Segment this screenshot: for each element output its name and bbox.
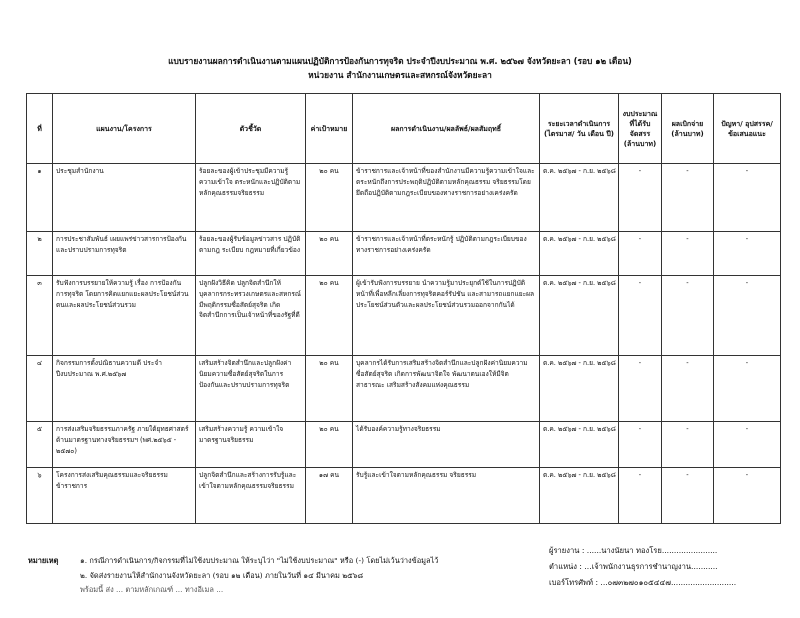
cell-indicator: ปลูกฝังวิธีคิด ปลูกจิตสำนึกให้บุคลากรกระทรวงเกษตรและสหกรณ์มีพฤติกรรมซื่อสัตย์สุจริต เกิดจิตสำนึกการเป็นเจ้าหน้าที่ของรัฐที่ดี (196, 276, 306, 356)
cell-no: ๓ (27, 276, 53, 356)
cell-plan: กิจกรรมการตั้งปณิธานความดี ประจำปีงบประมาณ พ.ศ.๒๕๖๗ (53, 356, 196, 422)
cell-result: ได้รับองค์ความรู้ทางจริยธรรม (353, 422, 540, 468)
reporter-position: ตำแหน่ง : ...เจ้าพนักงานธุรการชำนาญงาน........... (549, 562, 718, 571)
cell-indicator: เสริมสร้างจิตสำนึกและปลูกฝังค่านิยมความซื่อสัตย์สุจริตในการป้องกันและปราบปรามการทุจริต (196, 356, 306, 422)
cell-indicator: เสริมสร้างความรู้ ความเข้าใจมาตรฐานจริยธรรม (196, 422, 306, 468)
cell-target: ๑๗ คน (306, 468, 353, 524)
cell-budget: - (619, 422, 662, 468)
cell-no: ๑ (27, 164, 53, 232)
cell-problem: - (714, 468, 781, 524)
table-row (27, 422, 781, 468)
report-title: แบบรายงานผลการดำเนินงานตามแผนปฏิบัติการป้องกันการทุจริต ประจำปีงบประมาณ พ.ศ. ๒๕๖๗ จังหวัดยะลา (รอบ ๑๒ เดือน) (168, 56, 632, 66)
cell-disbursed: - (662, 164, 714, 232)
cell-period: ต.ค. ๒๕๖๗ - ก.ย. ๒๕๖๘ (540, 276, 619, 356)
cell-no: ๖ (27, 468, 53, 524)
col-header-problem: ปัญหา/ อุปสรรค/ ข้อเสนอแนะ (714, 94, 781, 164)
cell-plan: การส่งเสริมจริยธรรมภาครัฐ ภายใต้ยุทธศาสตร์ด้านมาตรฐานทางจริยธรรมฯ (พศ.๒๕๖๕ - ๒๕๗๐) (53, 422, 196, 468)
cell-period: ต.ค. ๒๕๖๗ - ก.ย. ๒๕๖๘ (540, 164, 619, 232)
cell-indicator: ร้อยละของผู้รับข้อมูลข่าวสาร ปฏิบัติตามกฎ ระเบียบ กฎหมายที่เกี่ยวข้อง (196, 232, 306, 276)
remarks-label: หมายเหตุ (28, 556, 59, 565)
cell-period: ต.ค. ๒๕๖๗ - ก.ย. ๒๕๖๘ (540, 468, 619, 524)
cell-plan: การประชาสัมพันธ์ เผยแพร่ข่าวสารการป้องกันและปราบปรามการทุจริต (53, 232, 196, 276)
table-row (27, 164, 781, 232)
cell-result: บุคลากรได้รับการเสริมสร้างจิตสำนึกและปลูกฝังค่านิยมความซื่อสัตย์สุจริต เกิดการพัฒนาจิตใจ พัฒนาตนเองให้มีจิตสาธารณะ เสริมสร้างสังคมแห่งคุณธรรม (353, 356, 540, 422)
cell-disbursed: - (662, 468, 714, 524)
cell-indicator: ร้อยละของผู้เข้าประชุมมีความรู้ความเข้าใจ ตระหนักและปฏิบัติตามหลักคุณธรรมจริยธรรม (196, 164, 306, 232)
col-header-indicator: ตัวชี้วัด (196, 94, 306, 164)
cell-indicator: ปลูกจิตสำนึกและสร้างการรับรู้และเข้าใจตามหลักคุณธรรมจริยธรรม (196, 468, 306, 524)
table-header-row (27, 94, 781, 164)
cell-no: ๒ (27, 232, 53, 276)
table-row (27, 232, 781, 276)
table-row (27, 276, 781, 356)
cell-budget: - (619, 468, 662, 524)
cell-result: ผู้เข้ารับฟังการบรรยาย นำความรู้มาประยุกต์ใช้ในการปฏิบัติหน้าที่เพื่อหลีกเลี่ยงการทุจริตคอร์รัปชัน และสามารถแยกแยะผลประโยชน์ส่วนตัวและผลประโยชน์ส่วนรวมออกจากกันได้ (353, 276, 540, 356)
cell-result: รับรู้และเข้าใจตามหลักคุณธรรม จริยธรรม (353, 468, 540, 524)
reporter-name: ผู้รายงาน : ......นางนัยนา ทองโรย....................... (549, 546, 718, 555)
cell-target: ๒๐ คน (306, 276, 353, 356)
col-header-target: ค่าเป้าหมาย (306, 94, 353, 164)
cell-problem: - (714, 276, 781, 356)
cell-target: ๒๐ คน (306, 164, 353, 232)
col-header-period: ระยะเวลาดำเนินการ (ไตรมาส/ วัน เดือน ปี) (540, 94, 619, 164)
reporter-phone: เบอร์โทรศัพท์ : ...๐๗๓๒๗๐๑๐๕๔๔๗........................... (549, 578, 737, 587)
signature-block (549, 543, 779, 591)
cell-problem: - (714, 356, 781, 422)
report-subtitle: หน่วยงาน สำนักงานเกษตรและสหกรณ์จังหวัดยะลา (308, 70, 492, 80)
cell-budget: - (619, 356, 662, 422)
cell-disbursed: - (662, 422, 714, 468)
col-header-plan: แผนงาน/โครงการ (53, 94, 196, 164)
cell-disbursed: - (662, 276, 714, 356)
cell-period: ต.ค. ๒๕๖๗ - ก.ย. ๒๕๖๘ (540, 422, 619, 468)
cell-budget: - (619, 164, 662, 232)
remarks-line-1: ๑. กรณีการดำเนินการ/กิจกรรมที่ไม่ใช้งบประมาณ ให้ระบุไว่า "ไม่ใช้งบประมาณ" หรือ (-) โดยไม่เว้นว่างข้อมูลไว้ (80, 556, 439, 565)
report-table (26, 93, 781, 524)
cell-target: ๒๐ คน (306, 422, 353, 468)
remarks-line-2: ๒. จัดส่งรายงานให้สำนักงานจังหวัดยะลา (รอบ ๑๒ เดือน) ภายในวันที่ ๑๔ มีนาคม ๒๕๖๘ (80, 571, 364, 580)
cell-plan: รับฟังการบรรยายให้ความรู้ เรื่อง การป้องกันการทุจริต โดยการคิดแยกแยะผลประโยชน์ส่วนตนและผลประโยชน์ส่วนรวม (53, 276, 196, 356)
cell-budget: - (619, 276, 662, 356)
cell-result: ข้าราชการและเจ้าหน้าที่ของสำนักงานมีความรู้ความเข้าใจและตระหนักถึงการประพฤติปฏิบัติตามหลักคุณธรรม จริยธรรมโดยยึดถือปฏิบัติตามกฎระเบียบของทางราชการอย่างเคร่งครัด (353, 164, 540, 232)
col-header-disbursed: ผลเบิกจ่าย (ล้านบาท) (662, 94, 714, 164)
col-header-result: ผลการดำเนินงาน/ผลลัพธ์/ผลสัมฤทธิ์ (353, 94, 540, 164)
cell-result: ข้าราชการและเจ้าหน้าที่ตระหนักรู้ ปฏิบัติตามกฎระเบียบของทางราชการอย่างเคร่งครัด (353, 232, 540, 276)
cell-target: ๒๐ คน (306, 356, 353, 422)
cell-plan: โครงการส่งเสริมคุณธรรมและจริยธรรมข้าราชการ (53, 468, 196, 524)
cell-no: ๔ (27, 356, 53, 422)
cell-target: ๒๐ คน (306, 232, 353, 276)
cell-no: ๕ (27, 422, 53, 468)
remarks-line-3: พร้อมนี้ ส่ง ... ตามหลักเกณฑ์ ... ทางอีเมล ... (80, 585, 224, 594)
cell-period: ต.ค. ๒๕๖๗ - ก.ย. ๒๕๖๘ (540, 356, 619, 422)
cell-problem: - (714, 164, 781, 232)
cell-disbursed: - (662, 232, 714, 276)
cell-plan: ประชุมสำนักงาน (53, 164, 196, 232)
cell-problem: - (714, 232, 781, 276)
col-header-budget: งบประมาณ ที่ได้รับ จัดสรร (ล้านบาท) (619, 94, 662, 164)
cell-problem: - (714, 422, 781, 468)
col-header-no: ที่ (27, 94, 53, 164)
cell-disbursed: - (662, 356, 714, 422)
table-row (27, 468, 781, 524)
cell-budget: - (619, 232, 662, 276)
cell-period: ต.ค. ๒๕๖๗ - ก.ย. ๒๕๖๘ (540, 232, 619, 276)
table-row (27, 356, 781, 422)
